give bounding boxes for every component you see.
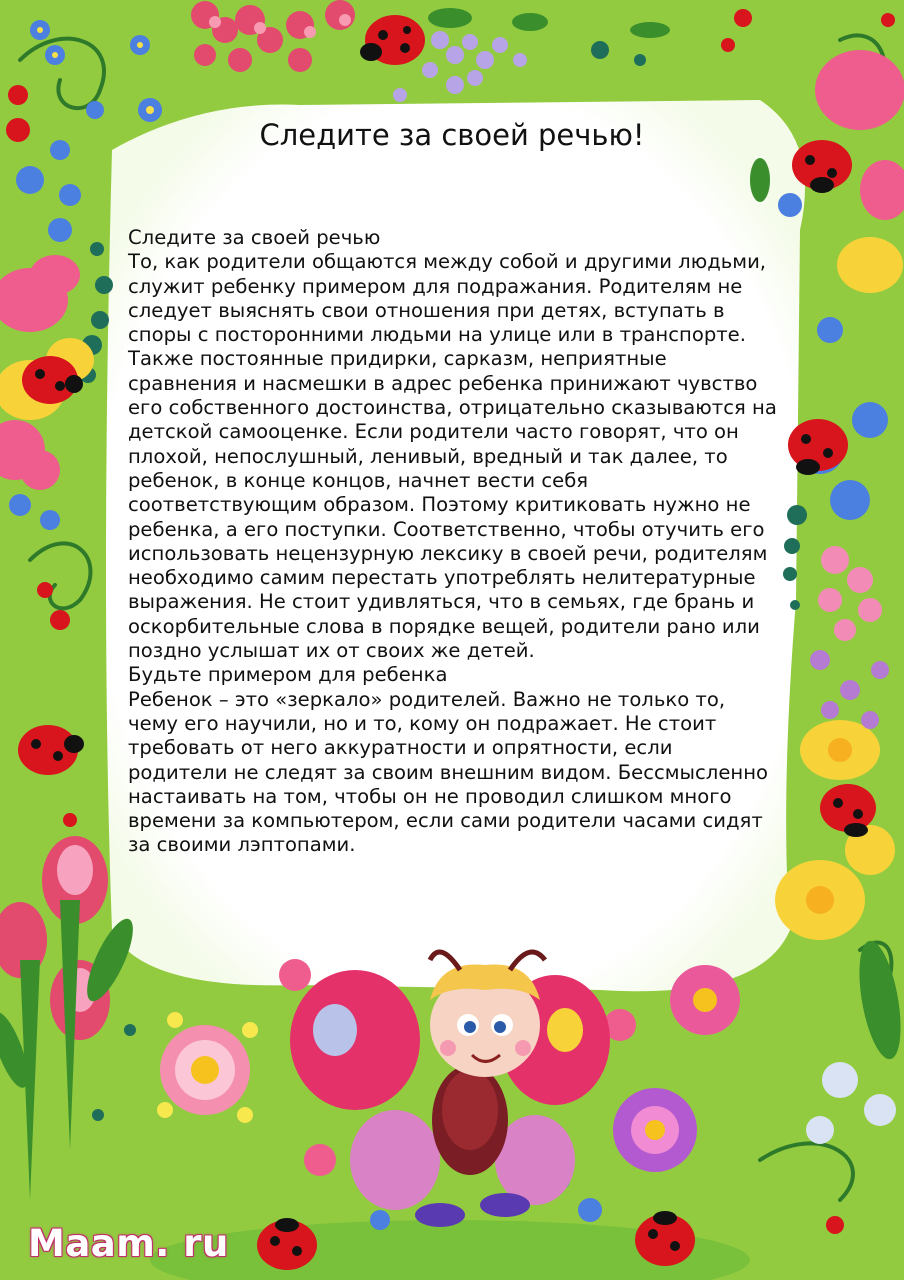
site-watermark: Maam. ru <box>28 1222 229 1265</box>
page-title: Следите за своей речью! <box>259 118 645 152</box>
paragraph-example: Ребенок – это «зеркало» родителей. Важно не только то, чему его научили, но и то, кому он подражает. Не стоит требовать от него аккуратности и опрятности, если родители не следят за своим внешним видом. Бессмысленно настаивать на том, чтобы он не проводил слишком много времени за компьютером, если сами родители часами сидят за своими лэптопами. <box>128 687 768 857</box>
paragraph-speech: То, как родители общаются между собой и другими людьми, служит ребенку примером для подражания. Родителям не следует выяснять свои отношения при детях, вступать в споры с посторонними людьми на улице или в транспорте. Также постоянные придирки, сарказм, неприятные сравнения и насмешки в адрес ребенка принижают чувство его собственного достоинства, отрицательно сказываются на детской самооценке. Если родители часто говорят, что он плохой, непослушный, ленивый, вредный и так далее, то ребенок, в конце концов, начнет вести себя соответствующим образом. Поэтому критиковать нужно не ребенка, а его поступки. Соответственно, чтобы отучить его использовать нецензурную лексику в своей речи, родителям необходимо самим перестать употреблять нелитературные выражения. Не стоит удивляться, что в семьях, где брань и оскорбительные слова в порядке вещей, родители рано или поздно услышат их от своих же детей. <box>128 250 777 663</box>
subheading-speech: Следите за своей речью <box>128 226 381 249</box>
article-body <box>128 226 778 858</box>
subheading-example: Будьте примером для ребенка <box>128 663 448 687</box>
